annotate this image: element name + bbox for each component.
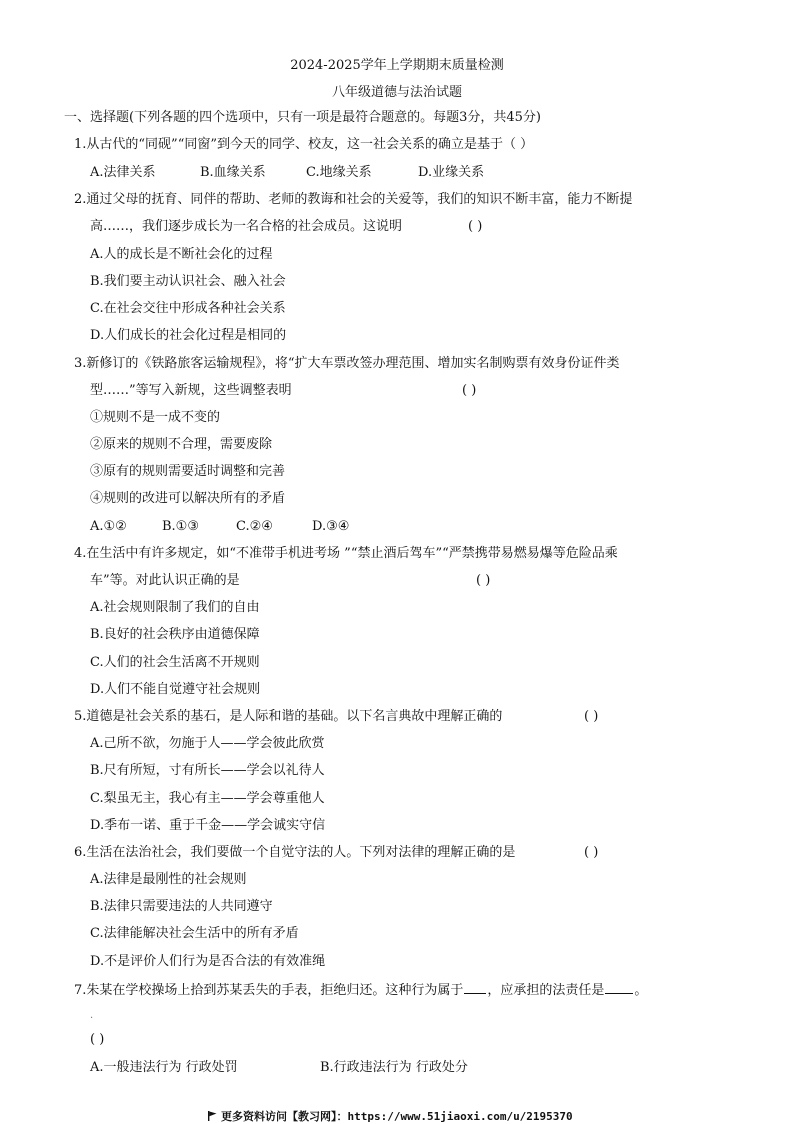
flag-icon bbox=[208, 1111, 217, 1121]
question-2-answer-paren: ( ) bbox=[468, 219, 483, 234]
option-b: B.行政违法行为 行政处分 bbox=[320, 1060, 468, 1075]
question-1-stem: 1.从古代的“同砚”“同窗”到今天的同学、校友，这一社会关系的确立是基于（ ） bbox=[74, 137, 534, 152]
question-3-statement-2: ②原来的规则不合理，需要废除 bbox=[90, 437, 273, 452]
question-7-answer-paren: ( ) bbox=[90, 1032, 105, 1047]
footer-link[interactable] bbox=[208, 1108, 573, 1124]
question-5-stem: 5.道德是社会关系的基石，是人际和谐的基础。以下名言典故中理解正确的 bbox=[74, 709, 503, 724]
question-5-option-d: D.季布一诺、重于千金——学会诚实守信 bbox=[90, 818, 326, 833]
exam-subtitle: 八年级道德与法治试题 bbox=[331, 85, 462, 100]
question-4-option-a: A.社会规则限制了我们的自由 bbox=[90, 600, 260, 615]
question-2-option-a: A.人的成长是不断社会化的过程 bbox=[90, 247, 273, 262]
question-3-answer-paren: ( ) bbox=[462, 383, 477, 398]
option-c: C.②④ bbox=[236, 519, 273, 534]
option-a: A.一般违法行为 行政处罚 bbox=[90, 1060, 238, 1075]
question-6-stem: 6.生活在法治社会，我们要做一个自觉守法的人。下列对法律的理解正确的是 bbox=[74, 845, 516, 860]
question-3-stem-line2: 型……”等写入新规，这些调整表明 bbox=[90, 383, 292, 398]
section-heading: 一、选择题(下列各题的四个选项中，只有一项是最符合题意的。每题3分，共45分) bbox=[64, 110, 541, 125]
answer-blank-2 bbox=[605, 981, 633, 994]
question-2-stem-line2: 高……，我们逐步成长为一名合格的社会成员。这说明 bbox=[90, 219, 403, 234]
option-b: B.①③ bbox=[162, 519, 199, 534]
option-a: A.法律关系 bbox=[90, 165, 156, 180]
question-2-option-b: B.我们要主动认识社会、融入社会 bbox=[90, 274, 286, 289]
question-7-stem-part2: ，应承担的法责任是 bbox=[487, 983, 605, 998]
question-4-stem-line2: 车”等。对此认识正确的是 bbox=[90, 573, 240, 588]
option-a: A.①② bbox=[90, 519, 127, 534]
question-4-stem-line1: 4.在生活中有许多规定，如“不准带手机进考场 ”“禁止酒后驾车”“严禁携带易燃易爆等危险品乘 bbox=[74, 546, 618, 561]
question-4-option-b: B.良好的社会秩序由道德保障 bbox=[90, 627, 260, 642]
question-7-stem bbox=[74, 981, 647, 1000]
footer-text: 更多资料访问【教习网】：https://www.51jiaoxi.com/u/2195370 bbox=[221, 1110, 573, 1123]
question-6-option-b: B.法律只需要违法的人共同遵守 bbox=[90, 899, 273, 914]
stray-dot: · bbox=[90, 1013, 94, 1024]
question-7-stem-part3: 。 bbox=[634, 983, 648, 998]
question-5-option-c: C.梨虽无主，我心有主——学会尊重他人 bbox=[90, 791, 325, 806]
question-3-statement-1: ①规则不是一成不变的 bbox=[90, 410, 221, 425]
option-c: C.地缘关系 bbox=[306, 165, 372, 180]
question-4-option-c: C.人们的社会生活离不开规则 bbox=[90, 655, 260, 670]
question-4-answer-paren: ( ) bbox=[476, 573, 491, 588]
question-2-option-c: C.在社会交往中形成各种社会关系 bbox=[90, 301, 286, 316]
question-5-answer-paren: ( ) bbox=[584, 709, 599, 724]
question-3-stem-line1: 3.新修订的《铁路旅客运输规程》，将“扩大车票改签办理范围、增加实名制购票有效身份证件类 bbox=[74, 356, 620, 371]
option-d: D.③④ bbox=[312, 519, 350, 534]
question-3-statement-4: ④规则的改进可以解决所有的矛盾 bbox=[90, 491, 286, 506]
option-d: D.业缘关系 bbox=[418, 165, 485, 180]
question-6-answer-paren: ( ) bbox=[584, 845, 599, 860]
question-4-option-d: D.人们不能自觉遵守社会规则 bbox=[90, 682, 261, 697]
question-5-option-a: A.己所不欲，勿施于人——学会彼此欣赏 bbox=[90, 736, 325, 751]
question-2-option-d: D.人们成长的社会化过程是相同的 bbox=[90, 328, 287, 343]
option-b: B.血缘关系 bbox=[200, 165, 266, 180]
exam-title: 2024-2025学年上学期期末质量检测 bbox=[290, 58, 504, 73]
question-6-option-d: D.不是评价人们行为是否合法的有效准绳 bbox=[90, 954, 326, 969]
question-5-option-b: B.尺有所短，寸有所长——学会以礼待人 bbox=[90, 763, 325, 778]
answer-blank-1 bbox=[464, 981, 486, 994]
question-3-statement-3: ③原有的规则需要适时调整和完善 bbox=[90, 464, 286, 479]
question-6-option-a: A.法律是最刚性的社会规则 bbox=[90, 872, 247, 887]
question-7-stem-part1: 7.朱某在学校操场上拾到苏某丢失的手表，拒绝归还。这种行为属于 bbox=[74, 983, 464, 998]
question-2-stem-line1: 2.通过父母的抚育、同伴的帮助、老师的教诲和社会的关爱等，我们的知识不断丰富，能力不断提 bbox=[74, 192, 633, 207]
question-6-option-c: C.法律能解决社会生活中的所有矛盾 bbox=[90, 926, 299, 941]
